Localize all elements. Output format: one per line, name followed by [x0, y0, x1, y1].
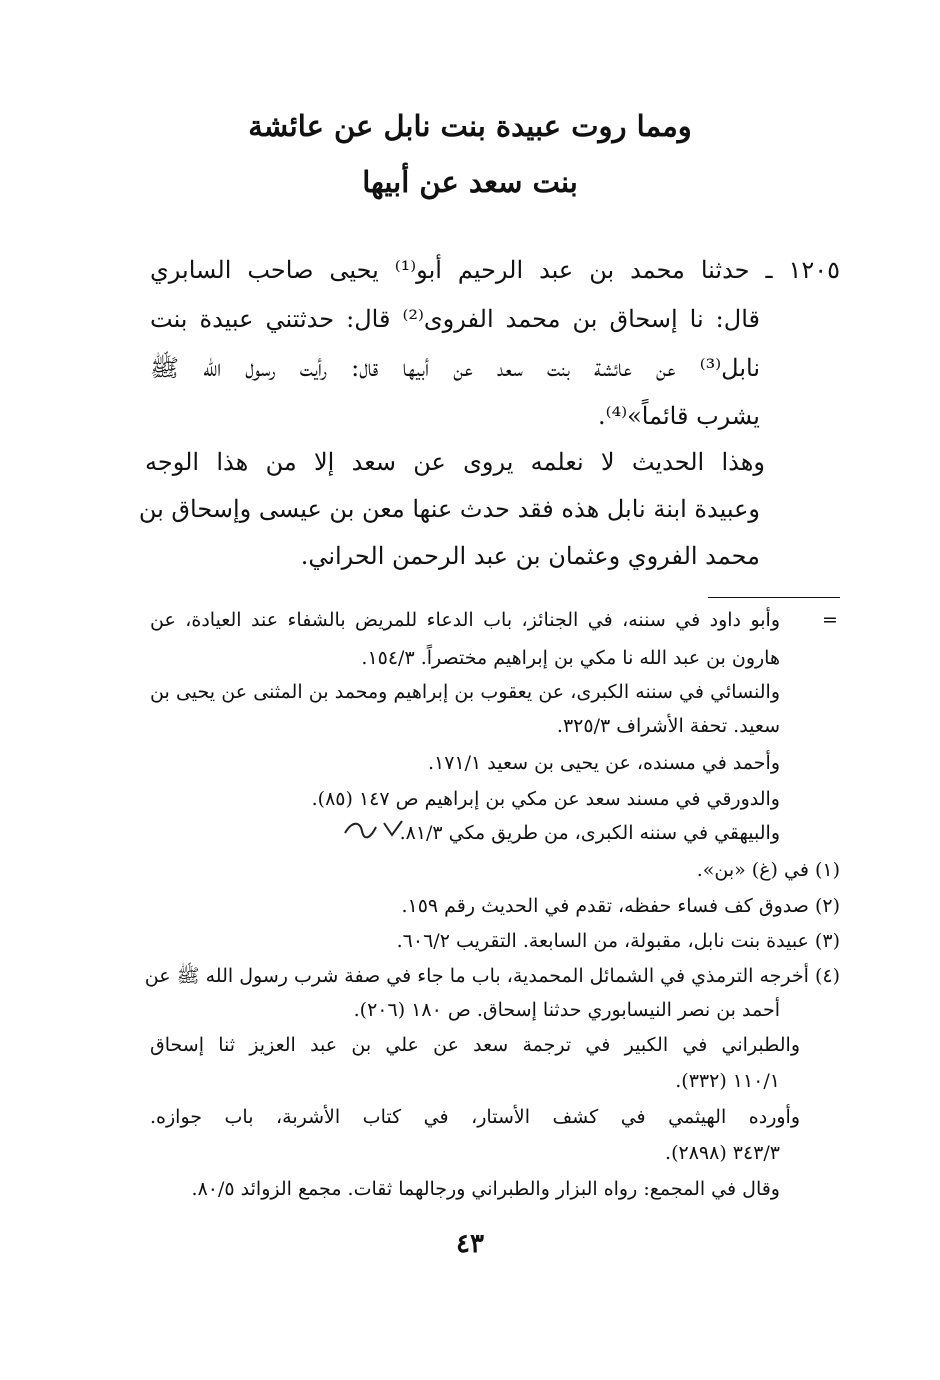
footnote-line: (٤) أخرجه الترمذي في الشمائل المحمدية، باب ما جاء في صفة شرب رسول الله ﷺ عن — [144, 965, 840, 987]
footnote-line: (٢) صدوق كف فساء حفظه، تقدم في الحديث رقم ١٥٩. — [401, 895, 840, 917]
commentary-line: وعبيدة ابنة نابل هذه فقد حدث عنها معن بن عيسى وإسحاق بن — [138, 495, 760, 523]
chapter-title-line-1: ومما روت عبيدة بنت نابل عن عائشة — [248, 109, 692, 143]
footnote-line: هارون بن عبد الله نا مكي بن إبراهيم مختصراً. ١٥٤/٣. — [361, 647, 780, 669]
hadith-text-line: يشرب قائماً»⁽⁴⁾. — [598, 402, 760, 430]
footnote-line: وأحمد في مسنده، عن يحيى بن سعيد ١٧١/١. — [427, 752, 780, 774]
footnote-line: والبيهقي في سننه الكبرى، من طريق مكي ٨١/٣. — [399, 822, 780, 844]
hadith-text-line: قال: نا إسحاق بن محمد الفروى⁽²⁾ قال: حدثتني عبيدة بنت — [150, 305, 760, 333]
footnote-line: والدورقي في مسند سعد عن مكي بن إبراهيم ص ١٤٧ (٨٥). — [311, 788, 780, 810]
footnote-line: (١) في (غ) «بن». — [696, 859, 840, 881]
page-number: ٤٣ — [456, 1229, 484, 1259]
handwritten-mark — [340, 815, 410, 845]
footnote-line: والطبراني في الكبير في ترجمة سعد عن علي بن عبد العزيز ثنا إسحاق — [150, 1034, 800, 1056]
commentary-line: وهذا الحديث لا نعلمه يروى عن سعد إلا من هذا الوجه — [145, 448, 765, 476]
footnote-line: وأورده الهيثمي في كشف الأستار، في كتاب الأشربة، باب جوازه. — [150, 1106, 800, 1128]
hadith-text-line: ١٢٠٥ ـ حدثنا محمد بن عبد الرحيم أبو⁽¹⁾ يحيى صاحب السابري — [150, 256, 840, 284]
chapter-title-line-2: بنت سعد عن أبيها — [362, 165, 578, 199]
footnote-line: (٣) عبيدة بنت نابل، مقبولة، من السابعة. التقريب ٦٠٦/٢. — [396, 930, 840, 952]
hadith-text-line: نابل⁽³⁾ عن عائشة بنت سعد عن أبيها قال: رأيت رسول الله ﷺ — [150, 354, 760, 382]
footnote-line: ١١٠/١ (٣٣٢). — [675, 1070, 780, 1092]
footnote-line: والنسائي في سننه الكبرى، عن يعقوب بن إبراهيم ومحمد بن المثنى عن يحيى بن — [150, 681, 780, 703]
footnote-line: أحمد بن نصر النيسابوري حدثنا إسحاق. ص ١٨٠ (٢٠٦). — [353, 999, 780, 1021]
footnote-line: سعيد. تحفة الأشراف ٣٢٥/٣. — [556, 715, 780, 737]
commentary-line: محمد الفروي وعثمان بن عبد الرحمن الحراني. — [300, 542, 760, 570]
footnote-separator — [708, 597, 840, 598]
continuation-mark: = — [822, 609, 838, 631]
footnote-line: وأبو داود في سننه، في الجنائز، باب الدعاء للمريض بالشفاء عند العيادة، عن — [150, 609, 780, 631]
footnote-line: ٣٤٣/٣ (٢٨٩٨). — [665, 1142, 780, 1164]
footnote-line: وقال في المجمع: رواه البزار والطبراني ورجالهما ثقات. مجمع الزوائد ٨٠/٥. — [191, 1178, 780, 1200]
